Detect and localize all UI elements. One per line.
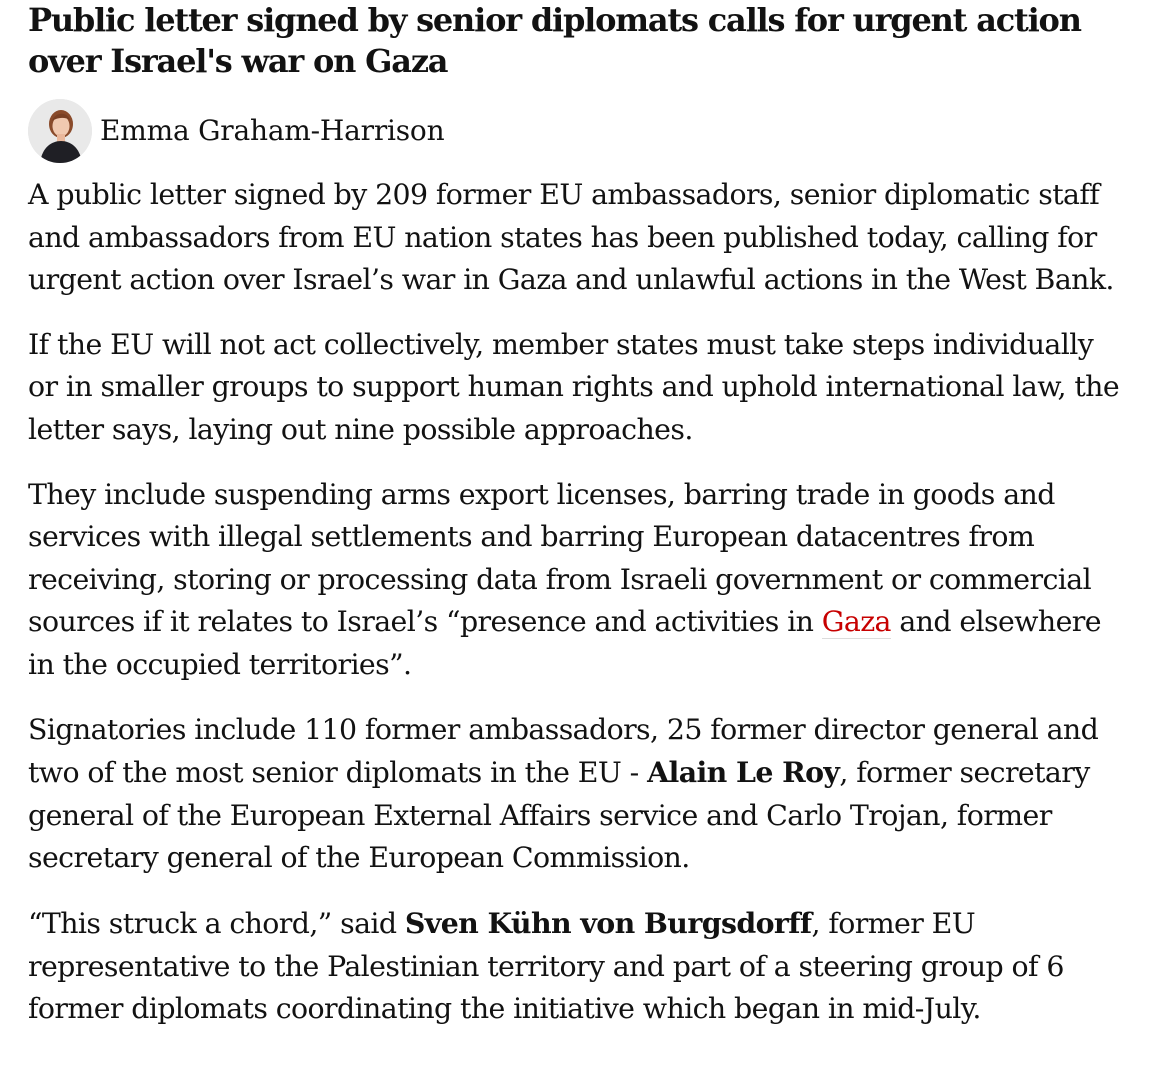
paragraph-4-text-a: Signatories include 110 former ambassadors, 25 former director general and two of the most senior diplomats in the EU - xyxy=(28,712,1099,790)
alain-le-roy-name: Alain Le Roy xyxy=(647,755,840,790)
paragraph-4-text-b: , former secretary general of the European External Affairs service and Carlo Trojan, former secretary general of the European Commission. xyxy=(28,756,1090,875)
paragraph-3-text-b: and elsewhere in the occupied territories”. xyxy=(28,605,1101,681)
paragraph-2: If the EU will not act collectively, member states must take steps individually or in smaller groups to support human rights and uphold international law, the letter says, laying out nine possible approaches. xyxy=(28,327,1120,446)
paragraph-3 xyxy=(28,474,1128,687)
paragraph-5-text-a: “This struck a chord,” said xyxy=(28,906,405,940)
author-avatar-icon xyxy=(28,99,92,163)
paragraph-4 xyxy=(28,709,1128,880)
paragraph-3-text-a: They include suspending arms export licenses, barring trade in goods and services with illegal settlements and barring European datacentres from receiving, storing or processing data from Israeli government or commercial sources if it relates to Israel’s “presence and activities in xyxy=(28,477,1092,639)
author-name[interactable]: Emma Graham-Harrison xyxy=(100,114,445,147)
byline xyxy=(28,98,1128,164)
author-avatar[interactable] xyxy=(28,99,92,163)
article-body xyxy=(28,174,1128,1031)
paragraph-1: A public letter signed by 209 former EU ambassadors, senior diplomatic staff and ambassadors from EU nation states has been published today, calling for urgent action over Israel’s war in Gaza and unlawful actions in the West Bank. xyxy=(28,178,1114,297)
paragraph-5-text-b: , former EU representative to the Palestinian territory and part of a steering group of 6 former diplomats coordinating the initiative which began in mid-July. xyxy=(28,906,1064,1026)
gaza-link[interactable]: Gaza xyxy=(821,605,891,639)
paragraph-5 xyxy=(28,902,1128,1031)
sven-kuhn-von-burgsdorff-name: Sven Kühn von Burgsdorff xyxy=(404,905,812,940)
headline: Public letter signed by senior diplomats calls for urgent action over Israel's war on Gaza xyxy=(28,1,1081,80)
